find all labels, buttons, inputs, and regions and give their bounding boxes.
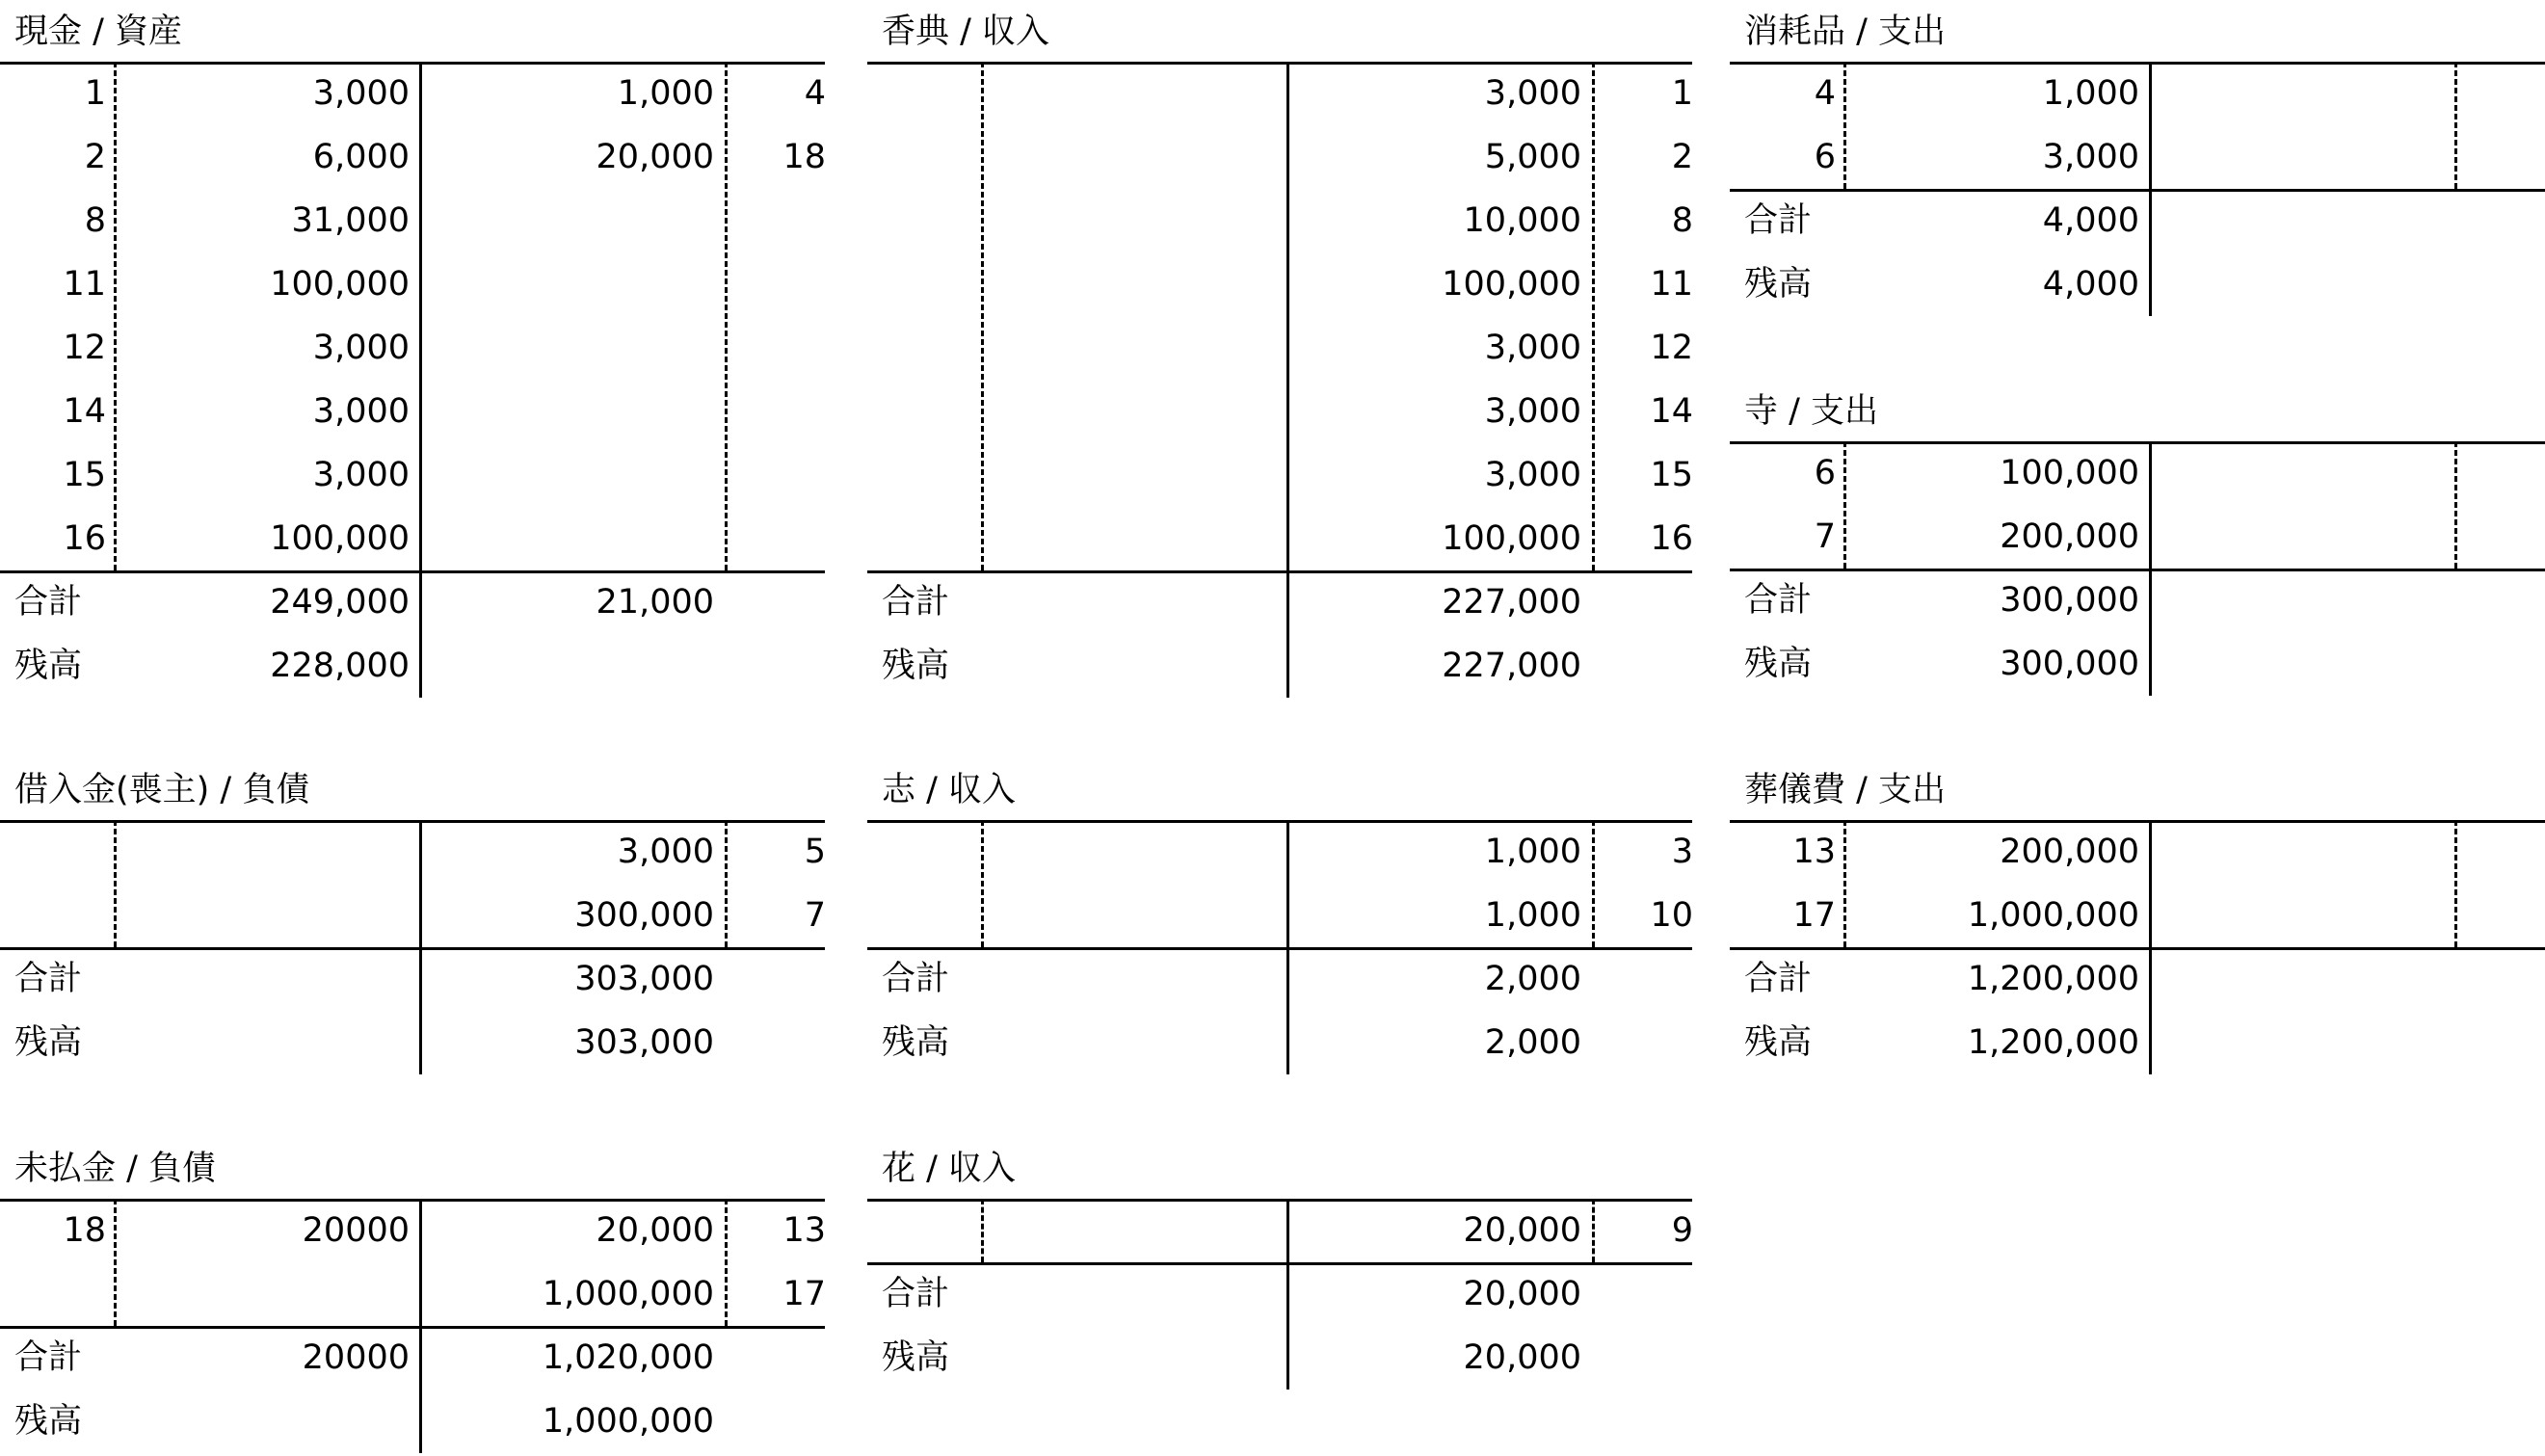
balance-label: 残高 (14, 1023, 83, 1062)
total-debit (1002, 570, 1277, 634)
credit-ref: 17 (782, 1275, 826, 1313)
debit-ref: 7 (1814, 517, 1836, 556)
credit-amount: 1,000,000 (542, 1275, 714, 1313)
debit-amount: 20000 (302, 1211, 410, 1250)
debit-amount: 3,000 (312, 74, 410, 113)
balance-debit (135, 1011, 410, 1074)
credit-amount: 3,000 (617, 833, 714, 871)
debit-amount: 3,000 (312, 456, 410, 494)
credit-amount: 100,000 (1442, 519, 1581, 558)
left-ref-divider (981, 1199, 984, 1262)
debit-amount: 1,000,000 (1967, 896, 2139, 935)
credit-ref: 4 (804, 74, 826, 113)
center-rule (419, 62, 422, 698)
center-rule (1286, 1199, 1289, 1390)
credit-ref: 8 (1671, 201, 1693, 240)
credit-ref: 13 (782, 1211, 826, 1250)
right-ref-divider (1592, 820, 1595, 947)
credit-ref: 2 (1671, 138, 1693, 176)
balance-debit (1002, 1011, 1277, 1074)
credit-amount: 1,000 (617, 74, 714, 113)
left-ref-divider (114, 1199, 117, 1326)
right-ref-divider (1592, 62, 1595, 570)
total-label: 合計 (882, 960, 950, 998)
credit-amount: 1,000 (1484, 833, 1581, 871)
debit-ref: 8 (84, 201, 106, 240)
balance-label: 残高 (1744, 265, 1813, 304)
balance-label: 残高 (1744, 1023, 1813, 1062)
total-credit: 227,000 (1442, 583, 1581, 622)
debit-ref: 4 (1814, 74, 1836, 113)
credit-amount: 3,000 (1484, 329, 1581, 367)
left-ref-divider (1843, 441, 1846, 569)
debit-amount: 100,000 (270, 265, 410, 304)
total-label: 合計 (882, 583, 950, 622)
total-credit: 303,000 (574, 960, 714, 998)
total-debit: 300,000 (2000, 581, 2139, 620)
account-title: 現金 / 資産 (14, 13, 183, 51)
left-ref-divider (1843, 62, 1846, 189)
debit-ref: 17 (1792, 896, 1836, 935)
credit-ref: 11 (1650, 265, 1693, 304)
total-label: 合計 (1744, 201, 1813, 240)
left-ref-divider (114, 820, 117, 947)
total-label: 合計 (882, 1275, 950, 1313)
total-debit (1002, 1262, 1277, 1326)
credit-ref: 3 (1671, 833, 1693, 871)
balance-debit: 4,000 (2042, 265, 2139, 304)
account-title: 葬儀費 / 支出 (1744, 771, 1947, 809)
debit-ref: 13 (1792, 833, 1836, 871)
account-title: 香典 / 収入 (882, 13, 1050, 51)
center-rule (1286, 820, 1289, 1074)
credit-ref: 18 (782, 138, 826, 176)
balance-debit (1002, 1326, 1277, 1390)
total-credit (2168, 569, 2444, 632)
balance-debit: 228,000 (270, 647, 410, 685)
balance-credit: 227,000 (1442, 647, 1581, 685)
right-ref-divider (1592, 1199, 1595, 1262)
center-rule (2149, 62, 2152, 316)
credit-amount: 100,000 (1442, 265, 1581, 304)
balance-credit: 1,000,000 (542, 1402, 714, 1441)
total-credit: 21,000 (596, 583, 714, 622)
debit-amount: 31,000 (291, 201, 410, 240)
total-debit: 249,000 (270, 583, 410, 622)
total-debit (135, 947, 410, 1011)
balance-label: 残高 (882, 1338, 950, 1377)
credit-ref: 15 (1650, 456, 1693, 494)
balance-label: 残高 (882, 647, 950, 685)
balance-debit (135, 1390, 410, 1453)
credit-amount: 300,000 (574, 896, 714, 935)
credit-amount: 20,000 (596, 1211, 714, 1250)
credit-amount: 10,000 (1463, 201, 1581, 240)
credit-amount: 1,000 (1484, 896, 1581, 935)
balance-credit (438, 634, 714, 698)
debit-amount: 200,000 (2000, 517, 2139, 556)
right-ref-divider (725, 1199, 728, 1326)
balance-credit: 20,000 (1463, 1338, 1581, 1377)
credit-amount: 20,000 (596, 138, 714, 176)
total-debit: 20000 (302, 1338, 410, 1377)
debit-ref: 18 (63, 1211, 106, 1250)
balance-debit: 300,000 (2000, 645, 2139, 683)
debit-amount: 3,000 (312, 329, 410, 367)
center-rule (2149, 820, 2152, 1074)
balance-label: 残高 (14, 647, 83, 685)
left-ref-divider (1843, 820, 1846, 947)
debit-ref: 11 (63, 265, 106, 304)
debit-amount: 1,000 (2042, 74, 2139, 113)
total-label: 合計 (14, 1338, 83, 1377)
credit-amount: 5,000 (1484, 138, 1581, 176)
right-ref-divider (2454, 441, 2457, 569)
total-label: 合計 (1744, 960, 1813, 998)
right-ref-divider (2454, 820, 2457, 947)
left-ref-divider (114, 62, 117, 570)
total-credit: 20,000 (1463, 1275, 1581, 1313)
total-debit: 1,200,000 (1967, 960, 2139, 998)
total-debit (1002, 947, 1277, 1011)
credit-amount: 20,000 (1463, 1211, 1581, 1250)
total-label: 合計 (14, 960, 83, 998)
total-label: 合計 (14, 583, 83, 622)
balance-label: 残高 (882, 1023, 950, 1062)
balance-debit: 1,200,000 (1967, 1023, 2139, 1062)
balance-credit (2168, 1011, 2444, 1074)
credit-ref: 12 (1650, 329, 1693, 367)
credit-ref: 7 (804, 896, 826, 935)
account-title: 消耗品 / 支出 (1744, 13, 1947, 51)
center-rule (419, 1199, 422, 1453)
total-credit: 1,020,000 (542, 1338, 714, 1377)
total-credit (2168, 189, 2444, 252)
credit-ref: 5 (804, 833, 826, 871)
center-rule (419, 820, 422, 1074)
credit-ref: 9 (1671, 1211, 1693, 1250)
debit-amount: 100,000 (2000, 454, 2139, 492)
balance-credit: 2,000 (1484, 1023, 1581, 1062)
credit-ref: 1 (1671, 74, 1693, 113)
account-title: 花 / 収入 (882, 1150, 1017, 1188)
total-credit: 2,000 (1484, 960, 1581, 998)
total-credit (2168, 947, 2444, 1011)
debit-ref: 14 (63, 392, 106, 431)
total-debit: 4,000 (2042, 201, 2139, 240)
right-ref-divider (725, 820, 728, 947)
account-title: 寺 / 支出 (1744, 392, 1879, 431)
account-title: 借入金(喪主) / 負債 (14, 771, 310, 809)
left-ref-divider (981, 62, 984, 570)
debit-amount: 100,000 (270, 519, 410, 558)
balance-debit (1002, 634, 1277, 698)
credit-amount: 3,000 (1484, 456, 1581, 494)
account-title: 未払金 / 負債 (14, 1150, 217, 1188)
debit-amount: 6,000 (312, 138, 410, 176)
debit-amount: 3,000 (2042, 138, 2139, 176)
debit-ref: 6 (1814, 138, 1836, 176)
total-label: 合計 (1744, 581, 1813, 620)
right-ref-divider (2454, 62, 2457, 189)
credit-ref: 10 (1650, 896, 1693, 935)
credit-amount: 3,000 (1484, 392, 1581, 431)
debit-amount: 200,000 (2000, 833, 2139, 871)
debit-ref: 15 (63, 456, 106, 494)
credit-amount: 3,000 (1484, 74, 1581, 113)
credit-ref: 14 (1650, 392, 1693, 431)
balance-credit (2168, 252, 2444, 316)
balance-credit (2168, 632, 2444, 696)
debit-ref: 6 (1814, 454, 1836, 492)
center-rule (2149, 441, 2152, 696)
debit-amount: 3,000 (312, 392, 410, 431)
account-title: 志 / 収入 (882, 771, 1017, 809)
balance-credit: 303,000 (574, 1023, 714, 1062)
debit-ref: 12 (63, 329, 106, 367)
credit-ref: 16 (1650, 519, 1693, 558)
left-ref-divider (981, 820, 984, 947)
debit-ref: 1 (84, 74, 106, 113)
debit-ref: 2 (84, 138, 106, 176)
balance-label: 残高 (1744, 645, 1813, 683)
balance-label: 残高 (14, 1402, 83, 1441)
debit-ref: 16 (63, 519, 106, 558)
center-rule (1286, 62, 1289, 698)
right-ref-divider (725, 62, 728, 570)
